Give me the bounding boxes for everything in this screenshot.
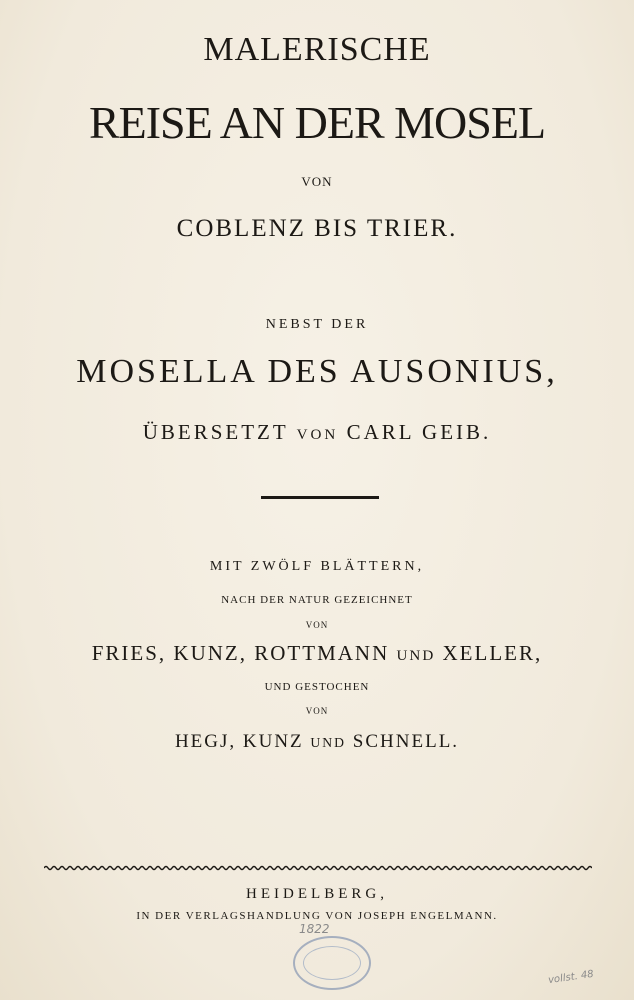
imprint-city: HEIDELBERG,: [246, 886, 388, 902]
engravers-line: [0, 732, 634, 751]
section-divider: [261, 496, 379, 499]
engraved-line: UND GESTOCHEN: [264, 681, 370, 693]
plates-von-1: VON: [305, 620, 329, 630]
library-stamp: [293, 936, 371, 990]
pencil-shelfmark: vollst. 48: [547, 968, 595, 987]
artists-und: UND: [396, 648, 436, 664]
artists-names-b: XELLER,: [442, 641, 543, 665]
nebst-der: NEBST DER: [265, 317, 369, 332]
title-line-malerische: MALERISCHE: [203, 31, 431, 68]
engravers-und: UND: [310, 735, 347, 750]
title-line-coblenz: COBLENZ BIS TRIER.: [176, 215, 458, 242]
imprint-publisher: IN DER VERLAGSHANDLUNG VON JOSEPH ENGELMANN.: [136, 910, 498, 922]
title-line-reise: REISE AN DER MOSEL: [88, 97, 546, 148]
translator-pre: ÜBERSETZT: [142, 420, 289, 444]
plates-von-2: VON: [305, 706, 329, 716]
artists-line: [0, 643, 634, 664]
title-von: VON: [301, 174, 333, 189]
translator-name: CARL GEIB.: [346, 420, 492, 444]
plates-line: MIT ZWÖLF BLÄTTERN,: [209, 559, 425, 574]
engravers-names-b: SCHNELL.: [352, 731, 460, 752]
drawn-from-nature: NACH DER NATUR GEZEICHNET: [221, 594, 413, 606]
engravers-names-a: HEGJ, KUNZ: [174, 731, 304, 752]
translator-line: [0, 422, 634, 443]
artists-names-a: FRIES, KUNZ, ROTTMANN: [91, 641, 390, 665]
mosella-title: MOSELLA DES AUSONIUS,: [76, 353, 558, 390]
translator-von: VON: [296, 427, 339, 443]
pencil-year-annotation: 1822: [299, 922, 330, 936]
wavy-rule: [44, 864, 592, 872]
